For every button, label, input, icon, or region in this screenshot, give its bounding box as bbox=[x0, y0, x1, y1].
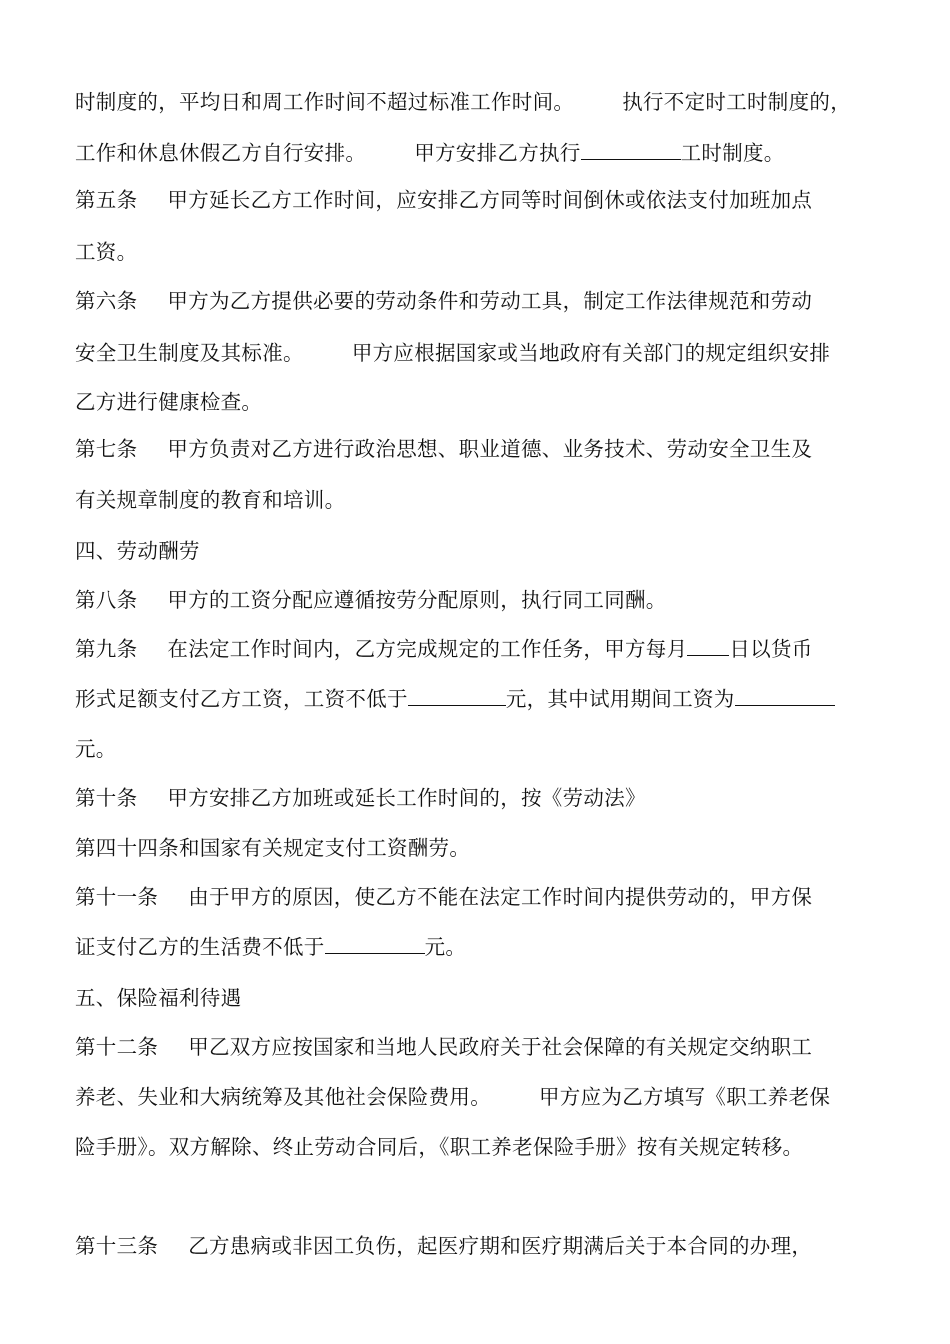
article-13 bbox=[75, 1233, 812, 1259]
text-segment: 乙方进行健康检查。 bbox=[75, 390, 263, 414]
article-5 bbox=[75, 187, 812, 213]
fill-in-blank[interactable] bbox=[735, 687, 835, 706]
text-line bbox=[75, 934, 466, 960]
text-line bbox=[75, 239, 137, 265]
article-text: 甲方延长乙方工作时间，应安排乙方同等时间倒休或依法支付加班加点 bbox=[167, 188, 813, 212]
text-line bbox=[75, 340, 830, 366]
article-text: 在法定工作时间内，乙方完成规定的工作任务，甲方每月 bbox=[167, 637, 688, 661]
text-segment: 工时制度。 bbox=[680, 141, 785, 165]
article-label: 第十一条 bbox=[75, 885, 159, 909]
article-text: 甲方为乙方提供必要的劳动条件和劳动工具，制定工作法律规范和劳动 bbox=[167, 289, 813, 313]
text-line bbox=[75, 835, 470, 861]
article-text: 乙方患病或非因工负伤，起医疗期和医疗期满后关于本合同的办理， bbox=[188, 1234, 813, 1258]
text-line bbox=[75, 487, 345, 513]
text-segment: 形式足额支付乙方工资，工资不低于 bbox=[75, 687, 408, 711]
article-text: 由于甲方的原因，使乙方不能在法定工作时间内提供劳动的，甲方保 bbox=[188, 885, 813, 909]
text-line bbox=[75, 736, 117, 762]
article-6 bbox=[75, 288, 812, 314]
text-segment: 甲方应根据国家或当地政府有关部门的规定组织安排 bbox=[351, 341, 831, 365]
section-heading bbox=[75, 538, 200, 564]
article-12 bbox=[75, 1034, 812, 1060]
article-label: 第八条 bbox=[75, 588, 138, 612]
article-label: 第七条 bbox=[75, 437, 138, 461]
article-9 bbox=[75, 636, 813, 662]
text-segment: 安全卫生制度及其标准。 bbox=[75, 341, 304, 365]
article-label: 第十条 bbox=[75, 786, 138, 810]
fill-in-blank[interactable] bbox=[408, 687, 506, 706]
text-segment: 工资。 bbox=[75, 240, 138, 264]
text-segment: 第四十四条和国家有关规定支付工资酬劳。 bbox=[75, 836, 471, 860]
text-segment: 甲方应为乙方填写《职工养老保 bbox=[539, 1085, 831, 1109]
article-label: 第五条 bbox=[75, 188, 138, 212]
article-11 bbox=[75, 884, 812, 910]
section-heading bbox=[75, 985, 241, 1011]
text-segment: 险手册》。双方解除、终止劳动合同后，《职工养老保险手册》按有关规定转移。 bbox=[75, 1135, 804, 1159]
text-segment: 时制度的，平均日和周工作时间不超过标准工作时间。 bbox=[75, 90, 575, 114]
article-8 bbox=[75, 587, 667, 613]
section-title: 四、劳动酬劳 bbox=[75, 539, 200, 563]
article-text: 甲方安排乙方加班或延长工作时间的，按《劳动法》 bbox=[167, 786, 646, 810]
section-title: 五、保险福利待遇 bbox=[75, 986, 242, 1010]
text-segment: 工作和休息休假乙方自行安排。 bbox=[75, 141, 367, 165]
fill-in-blank[interactable] bbox=[687, 637, 729, 656]
text-segment: 元。 bbox=[75, 737, 117, 761]
text-line bbox=[75, 140, 785, 166]
text-segment: 元，其中试用期间工资为 bbox=[505, 687, 735, 711]
article-text: 甲乙双方应按国家和当地人民政府关于社会保障的有关规定交纳职工 bbox=[188, 1035, 813, 1059]
text-segment: 执行不定时工时制度的， bbox=[622, 90, 852, 114]
fill-in-blank[interactable] bbox=[325, 935, 425, 954]
text-segment: 甲方安排乙方执行 bbox=[414, 141, 581, 165]
text-segment: 有关规章制度的教育和培训。 bbox=[75, 488, 346, 512]
text-line bbox=[75, 89, 851, 115]
article-text: 甲方的工资分配应遵循按劳分配原则，执行同工同酬。 bbox=[167, 588, 667, 612]
article-label: 第十二条 bbox=[75, 1035, 159, 1059]
article-10 bbox=[75, 785, 646, 811]
fill-in-blank[interactable] bbox=[581, 141, 681, 160]
article-text: 日以货币 bbox=[729, 637, 813, 661]
text-line bbox=[75, 1084, 830, 1110]
text-line bbox=[75, 686, 835, 712]
article-7 bbox=[75, 436, 812, 462]
text-segment: 证支付乙方的生活费不低于 bbox=[75, 935, 325, 959]
text-line bbox=[75, 389, 262, 415]
article-label: 第六条 bbox=[75, 289, 138, 313]
text-segment: 元。 bbox=[424, 935, 467, 959]
text-segment: 养老、失业和大病统筹及其他社会保险费用。 bbox=[75, 1085, 491, 1109]
text-line bbox=[75, 1134, 803, 1160]
article-label: 第十三条 bbox=[75, 1234, 159, 1258]
article-text: 甲方负责对乙方进行政治思想、职业道德、业务技术、劳动安全卫生及 bbox=[167, 437, 813, 461]
article-label: 第九条 bbox=[75, 637, 138, 661]
